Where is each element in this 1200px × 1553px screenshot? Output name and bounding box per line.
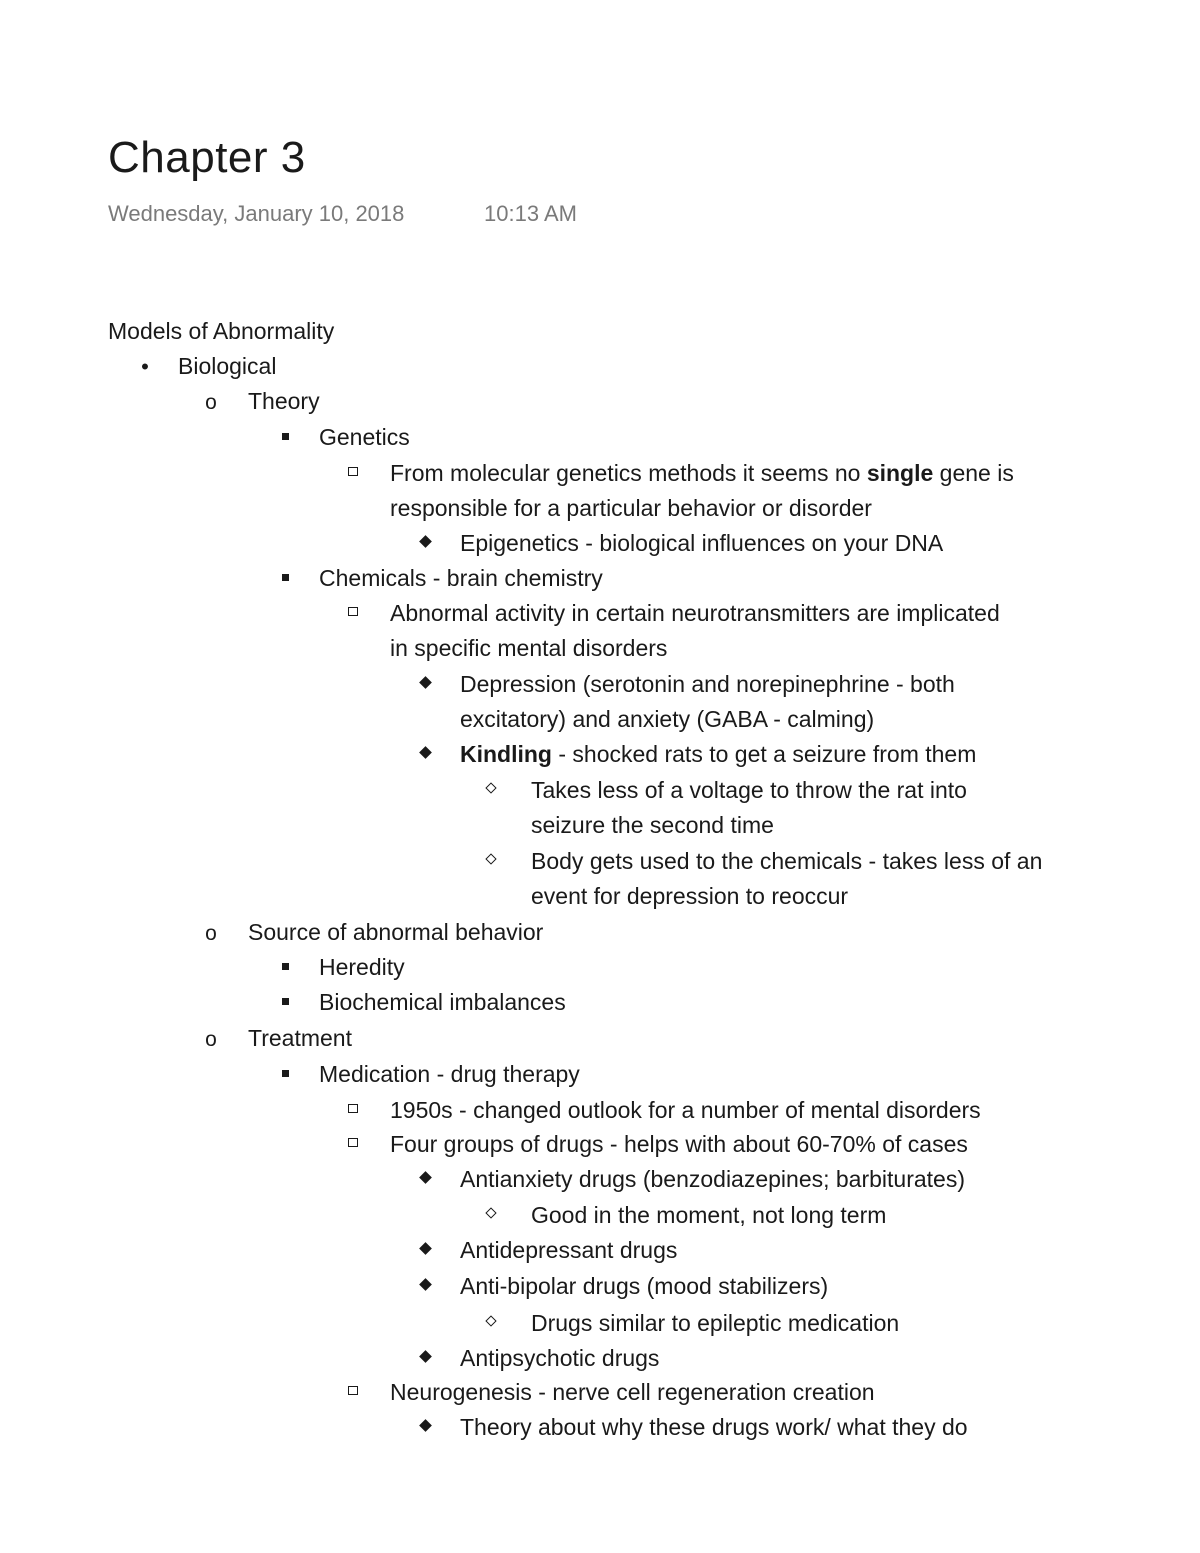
item-kindling-voltage: Takes less of a voltage to throw the rat into [531,777,967,803]
page-title: Chapter 3 [108,133,306,182]
item-kindling-body: Body gets used to the chemicals - takes less of an [531,848,1043,874]
item-1950s: 1950s - changed outlook for a number of mental disorders [390,1097,981,1123]
bullet-circle-icon [199,915,223,951]
item-kindling-voltage-cont: seizure the second time [531,812,774,838]
item-heredity: Heredity [319,954,405,980]
item-genetics-point-cont: responsible for a particular behavior or disorder [390,495,872,521]
item-good-moment: Good in the moment, not long term [531,1202,887,1228]
item-antibipolar: Anti-bipolar drugs (mood stabilizers) [460,1273,829,1299]
item-antidepressant: Antidepressant drugs [460,1237,678,1263]
page-time: 10:13 AM [484,201,577,226]
item-kindling: Kindling - shocked rats to get a seizure from them [460,741,977,767]
item-source: Source of abnormal behavior [248,919,544,945]
item-kindling-body-cont: event for depression to reoccur [531,883,849,909]
item-chemicals: Chemicals - brain chemistry [319,565,603,591]
bullet-circle-icon [199,384,223,420]
item-antianxiety: Antianxiety drugs (benzodiazepines; barbiturates) [460,1166,966,1192]
item-neurogenesis: Neurogenesis - nerve cell regeneration creation [390,1379,875,1405]
item-depression: Depression (serotonin and norepinephrine - both [460,671,955,697]
item-genetics: Genetics [319,424,410,450]
item-biochemical: Biochemical imbalances [319,989,566,1015]
item-genetics-point: From molecular genetics methods it seems no single gene is [390,460,1014,486]
bullet-dot-icon [133,349,157,384]
page-date: Wednesday, January 10, 2018 [108,201,405,226]
item-depression-cont: excitatory) and anxiety (GABA - calming) [460,706,875,732]
heading-models-of-abnormality: Models of Abnormality [108,318,335,344]
item-similar-epileptic: Drugs similar to epileptic medication [531,1310,900,1336]
item-four-groups: Four groups of drugs - helps with about 60-70% of cases [390,1131,968,1157]
item-theory: Theory [248,388,320,414]
item-biological: Biological [178,353,277,379]
item-chem-point-cont: in specific mental disorders [390,635,668,661]
item-antipsychotic: Antipsychotic drugs [460,1345,660,1371]
item-treatment: Treatment [248,1025,352,1051]
item-chem-point: Abnormal activity in certain neurotransmitters are implicated [390,600,1000,626]
bullet-circle-icon [199,1021,223,1057]
item-epigenetics: Epigenetics - biological influences on your DNA [460,530,944,556]
item-theory-why: Theory about why these drugs work/ what they do [460,1414,968,1440]
item-medication: Medication - drug therapy [319,1061,580,1087]
